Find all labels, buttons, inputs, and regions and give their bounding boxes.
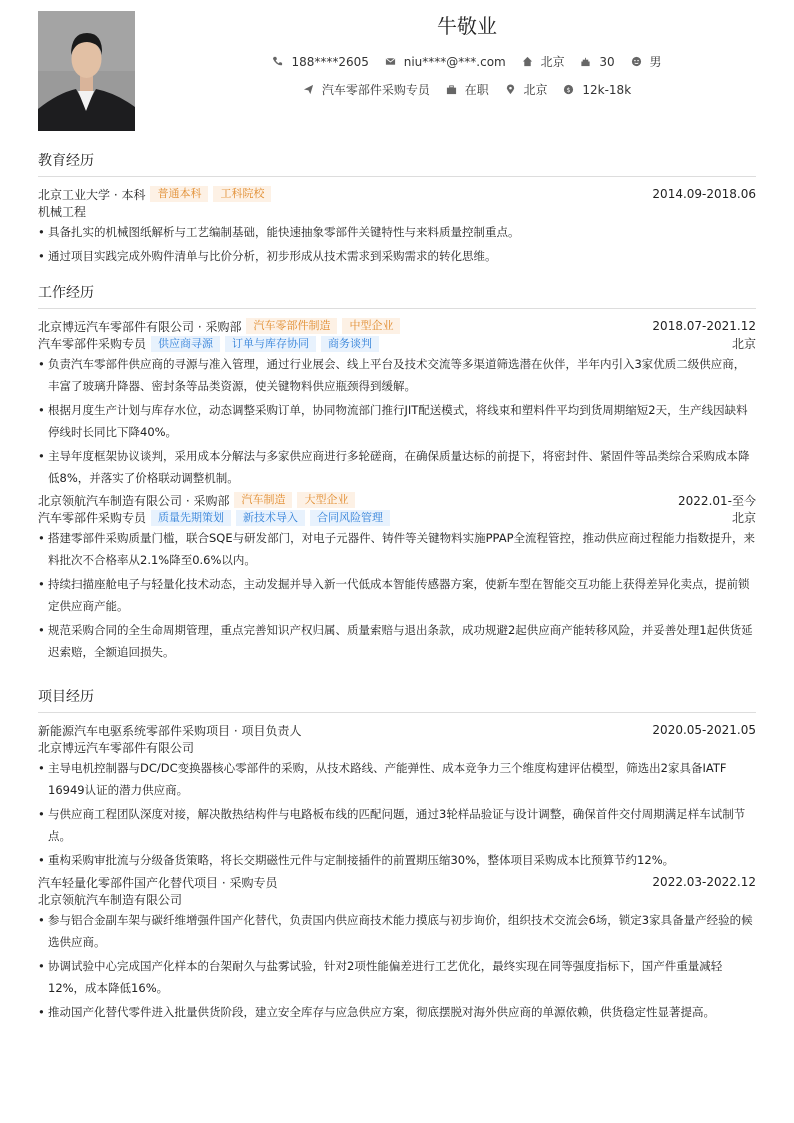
project-name: 新能源汽车电驱系统零部件采购项目 · 项目负责人 <box>38 723 302 738</box>
date-range: 2018.07-2021.12 <box>652 319 756 333</box>
tag: 合同风险管理 <box>310 510 390 526</box>
project-org-text: 北京领航汽车制造有限公司 <box>38 893 183 907</box>
email-address: niu****@***.com <box>403 54 506 69</box>
company-name: 北京领航汽车制造有限公司 · 采购部 <box>38 493 230 508</box>
job-status: 在职 <box>464 83 489 97</box>
face-icon <box>631 56 642 67</box>
section-title: 教育经历 <box>38 150 756 177</box>
date-range: 2014.09-2018.06 <box>652 187 756 201</box>
major <box>38 203 756 221</box>
money-icon <box>563 84 574 95</box>
tag: 汽车零部件制造 <box>246 318 337 334</box>
project-entry <box>38 873 756 1023</box>
education-entry-header <box>38 185 756 203</box>
age: 30 <box>599 54 615 69</box>
project-bullets <box>38 909 756 1023</box>
list-item: • 搭建零部件采购质量门槛，联合SQE与研发部门，对电子元器件、铸件等关键物料实施PPAP全流程管控，推动供应商过程能力指数提升，来料批次不合格率从2.1%降至0.6%以内。 <box>38 527 756 571</box>
expected-city: 北京 <box>523 83 548 97</box>
project-org-text: 北京博远汽车零部件有限公司 <box>38 741 195 755</box>
job-role-row <box>38 509 756 527</box>
job-header <box>38 317 756 335</box>
list-item: • 通过项目实践完成外购件清单与比价分析，初步形成从技术需求到采购需求的转化思维。 <box>38 245 756 267</box>
list-item: • 持续扫描座舱电子与轻量化技术动态，主动发掘并导入新一代低成本智能传感器方案，使新车型在智能交互功能上获得差异化卖点，提前锁定供应商产能。 <box>38 573 756 617</box>
send-icon <box>303 84 314 95</box>
section-title: 项目经历 <box>38 686 756 713</box>
expected-salary: 12k-18k <box>582 82 632 97</box>
job-entry <box>38 317 756 489</box>
school-name: 北京工业大学 · 本科 <box>38 187 146 202</box>
phone-info <box>272 55 368 69</box>
salary-info <box>563 83 631 97</box>
project-entry <box>38 721 756 871</box>
job-entry <box>38 491 756 663</box>
job-header <box>38 491 756 509</box>
home-icon <box>522 56 533 67</box>
location-pin-icon <box>505 84 516 95</box>
tag: 质量先期策划 <box>151 510 231 526</box>
tag: 中型企业 <box>342 318 400 334</box>
job-intent-row <box>140 81 794 98</box>
city: 北京 <box>540 55 565 69</box>
projects-section <box>38 686 756 1025</box>
briefcase-icon <box>446 84 457 95</box>
position-info <box>303 81 430 98</box>
major-text: 机械工程 <box>38 205 87 219</box>
candidate-name: 牛敬业 <box>437 14 497 38</box>
date-range: 2022.03-2022.12 <box>652 875 756 889</box>
expected-city-info <box>505 81 548 98</box>
cake-icon <box>580 56 591 67</box>
phone-number: 188****2605 <box>291 54 369 69</box>
list-item: • 具备扎实的机械图纸解析与工艺编制基础，能快速抽象零部件关键特性与来料质量控制重点。 <box>38 221 756 243</box>
date-range: 2020.05-2021.05 <box>652 723 756 737</box>
project-header <box>38 873 756 891</box>
age-info <box>580 55 614 69</box>
tag: 供应商寻源 <box>151 336 220 352</box>
section-title: 工作经历 <box>38 282 756 309</box>
contact-info-row <box>140 53 794 70</box>
project-name: 汽车轻量化零部件国产化替代项目 · 采购专员 <box>38 875 278 890</box>
tag: 工科院校 <box>213 186 271 202</box>
city-info <box>522 53 565 70</box>
project-bullets <box>38 757 756 871</box>
list-item: • 规范采购合同的全生命周期管理，重点完善知识产权归属、质量索赔与退出条款，成功规避2起供应商产能转移风险，并妥善处理1起供货延迟索赔，全额追回损失。 <box>38 619 756 663</box>
job-bullets <box>38 353 756 489</box>
tag: 汽车制造 <box>234 492 292 508</box>
project-org <box>38 891 756 909</box>
project-header <box>38 721 756 739</box>
list-item: • 主导年度框架协议谈判，采用成本分解法与多家供应商进行多轮磋商，在确保质量达标的前提下，将密封件、紧固件等品类综合采购成本降低8%，并落实了价格联动调整机制。 <box>38 445 756 489</box>
list-item: • 与供应商工程团队深度对接，解决散热结构件与电路板布线的匹配问题，通过3轮样品验证与设计调整，确保首件交付周期满足样车试制节点。 <box>38 803 756 847</box>
job-role-row <box>38 335 756 353</box>
svg-text:$: $ <box>566 85 571 94</box>
tag: 订单与库存协同 <box>225 336 316 352</box>
list-item: • 推动国产化替代零件进入批量供货阶段，建立安全库存与应急供应方案，彻底摆脱对海外供应商的单源依赖，供货稳定性显著提高。 <box>38 1001 756 1023</box>
mail-icon <box>385 56 396 67</box>
tag: 商务谈判 <box>321 336 379 352</box>
list-item: • 协调试验中心完成国产化样本的台架耐久与盐雾试验，针对2项性能偏差进行工艺优化，最终实现在同等强度指标下，国产件重量减轻12%，成本降低16%。 <box>38 955 756 999</box>
gender-info <box>631 53 662 70</box>
list-item: • 重构采购审批流与分级备货策略，将长交期磁性元件与定制接插件的前置期压缩30%，整体项目采购成本比预算节约12%。 <box>38 849 756 871</box>
status-info <box>446 81 489 98</box>
job-location: 北京 <box>731 337 756 351</box>
list-item: • 参与铝合金副车架与碳纤维增强件国产化替代，负责国内供应商技术能力摸底与初步询价，组织技术交流会6场，锁定3家具备量产经验的候选供应商。 <box>38 909 756 953</box>
phone-icon <box>272 56 283 67</box>
date-range: 2022.01-至今 <box>678 493 756 508</box>
work-section <box>38 282 756 665</box>
education-section <box>38 150 756 269</box>
target-position: 汽车零部件采购专员 <box>321 83 430 97</box>
education-bullets <box>38 221 756 267</box>
gender: 男 <box>649 55 662 69</box>
tag: 普通本科 <box>150 186 208 202</box>
project-org <box>38 739 756 757</box>
tag: 大型企业 <box>297 492 355 508</box>
job-bullets <box>38 527 756 663</box>
job-role: 汽车零部件采购专员 <box>38 511 147 525</box>
list-item: • 根据月度生产计划与库存水位，动态调整采购订单，协同物流部门推行JIT配送模式，将线束和塑料件平均到货周期缩短2天，生产线因缺料停线时长同比下降40%。 <box>38 399 756 443</box>
list-item: • 负责汽车零部件供应商的寻源与准入管理，通过行业展会、线上平台及技术交流等多渠道筛选潜在伙伴，半年内引入3家优质二级供应商，丰富了玻璃升降器、密封条等品类资源，使关键物料供应瓶颈得到缓解。 <box>38 353 756 397</box>
job-role: 汽车零部件采购专员 <box>38 337 147 351</box>
company-name: 北京博远汽车零部件有限公司 · 采购部 <box>38 319 242 334</box>
job-location: 北京 <box>731 511 756 525</box>
tag: 新技术导入 <box>236 510 305 526</box>
email-info <box>385 55 506 69</box>
list-item: • 主导电机控制器与DC/DC变换器核心零部件的采购，从技术路线、产能弹性、成本竞争力三个维度构建评估模型，筛选出2家具备IATF 16949认证的潜力供应商。 <box>38 757 756 801</box>
